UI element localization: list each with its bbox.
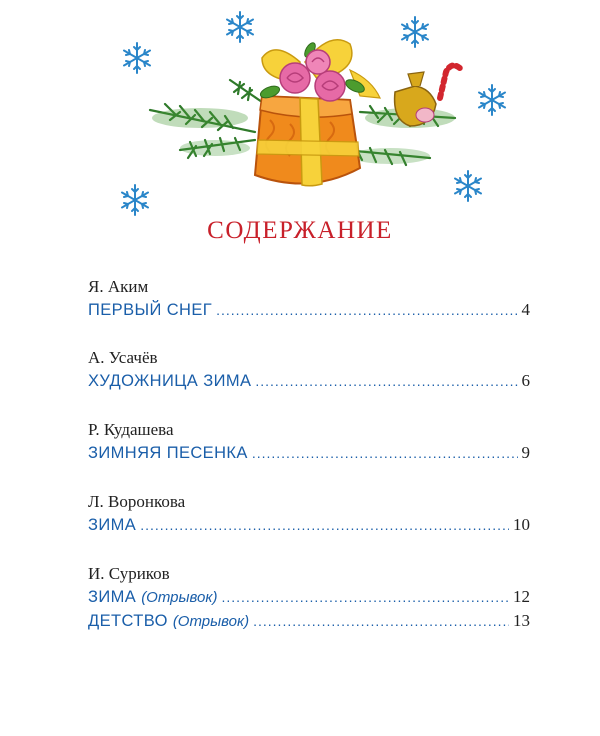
toc-entry-page: 4 <box>521 300 530 319</box>
dot-leader <box>140 517 509 533</box>
toc-entry-page: 6 <box>521 371 530 390</box>
author-name: Я. Аким <box>88 277 149 296</box>
toc-entry-title: ДЕТСТВО <box>88 612 168 630</box>
snowflake-icon <box>124 43 150 73</box>
snowflake-icon <box>227 12 253 42</box>
dot-leader <box>253 613 509 629</box>
toc-entry-title: ХУДОЖНИЦА ЗИМА <box>88 372 252 390</box>
author-name: А. Усачёв <box>88 348 158 367</box>
snowflake-icon <box>122 185 148 215</box>
toc-entry[interactable] <box>88 515 530 537</box>
toc-entry-title: ЗИМНЯЯ ПЕСЕНКА <box>88 444 248 462</box>
dot-leader <box>216 302 517 318</box>
author-name: Л. Воронкова <box>88 492 186 511</box>
toc-entry-title: ЗИМА <box>88 588 137 606</box>
dot-leader <box>252 445 518 461</box>
toc-entry-note: (Отрывок) <box>172 613 250 630</box>
page-title: СОДЕРЖАНИЕ <box>207 217 393 244</box>
snowflake-icon <box>402 17 428 47</box>
dot-leader <box>221 589 509 605</box>
toc-entry[interactable] <box>88 371 530 393</box>
dot-leader <box>255 373 517 389</box>
snowflake-icon <box>479 85 505 115</box>
snowflake-icon <box>455 171 481 201</box>
author-name: И. Суриков <box>88 564 170 583</box>
toc-entry[interactable] <box>88 443 530 465</box>
toc-entry[interactable] <box>88 300 530 322</box>
toc-entry[interactable] <box>88 611 530 633</box>
toc-entry-page: 9 <box>521 443 530 462</box>
toc-entry-title: ЗИМА <box>88 516 137 534</box>
gift-box-illustration <box>0 0 600 230</box>
toc-entry-page: 10 <box>513 515 530 534</box>
toc-entry-page: 13 <box>513 611 530 630</box>
author-name: Р. Кудашева <box>88 420 174 439</box>
toc-entry-title: ПЕРВЫЙ СНЕГ <box>88 301 213 319</box>
toc-entry[interactable] <box>88 587 530 609</box>
toc-entry-note: (Отрывок) <box>141 589 218 606</box>
toc-entry-page: 12 <box>513 587 530 606</box>
